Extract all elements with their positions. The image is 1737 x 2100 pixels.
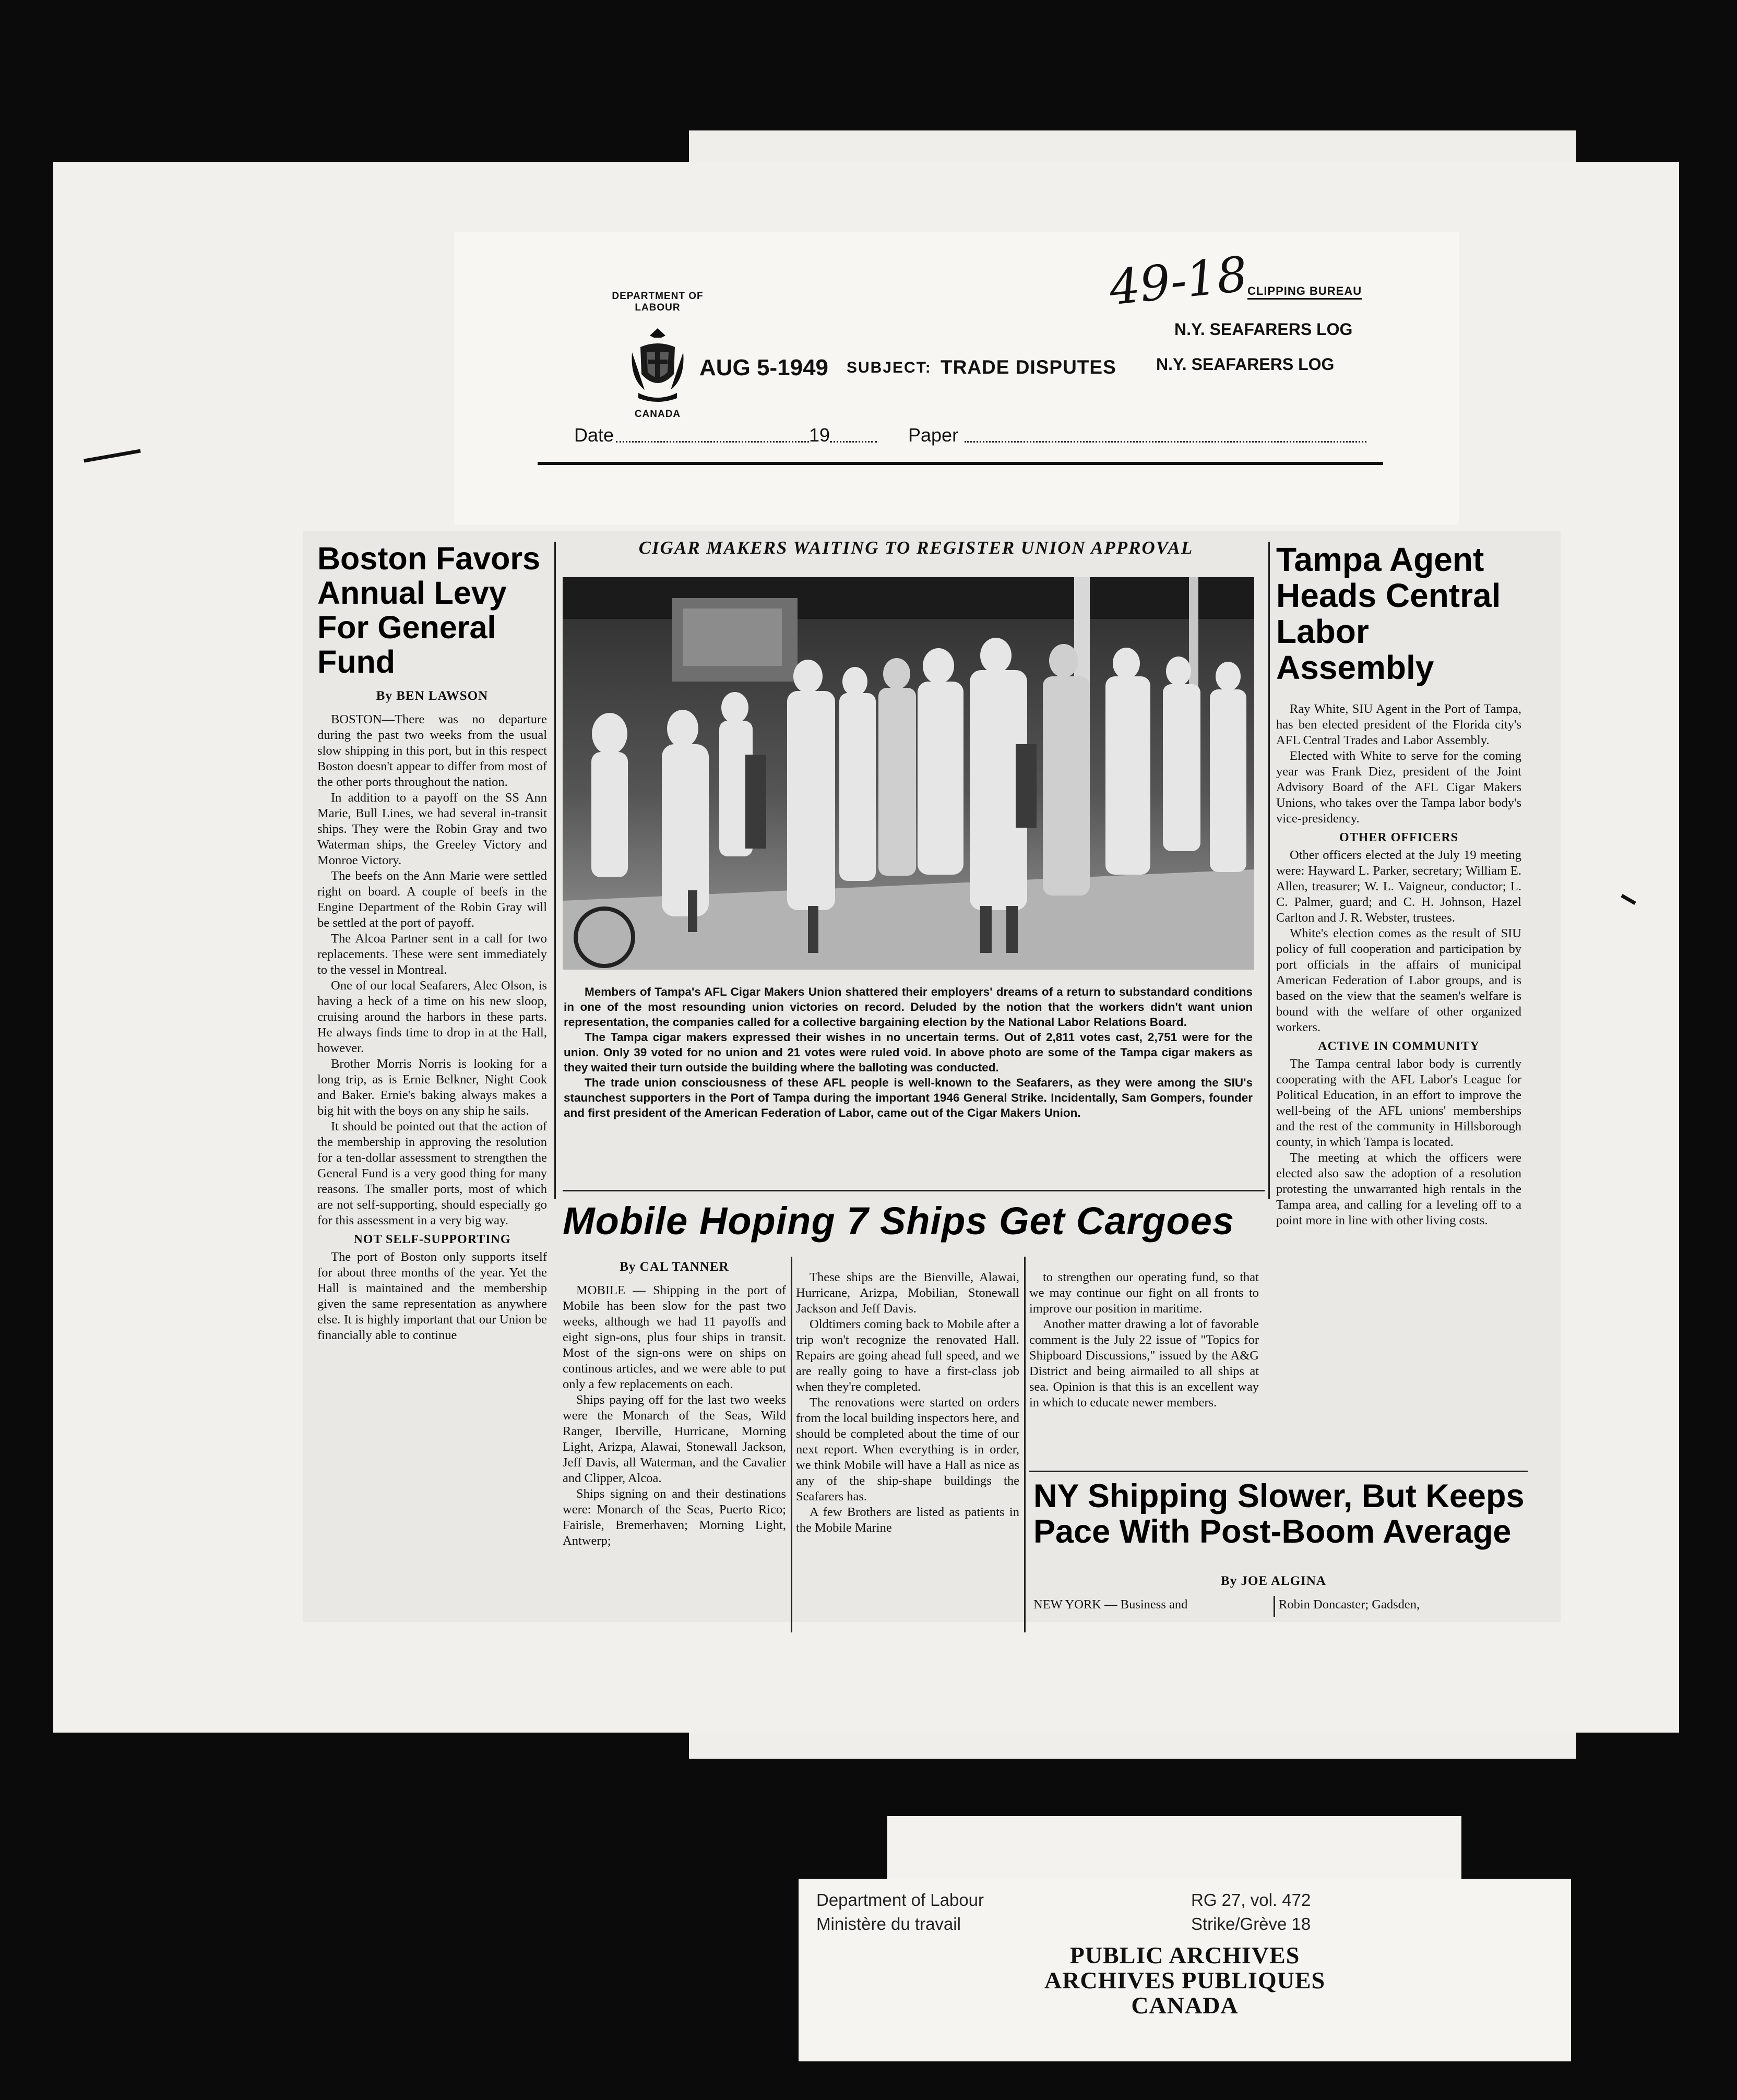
tampa-body [1276,701,1521,1228]
caption-paragraph: Members of Tampa's AFL Cigar Makers Union shattered their employers' dreams of a return to substandard conditions in one of the most resounding union victories on record. Deluded by the notion that the workers didn't want union representation, the companies called for a collective bargaining election by the National Labor Relations Board. [564,985,1253,1029]
caption-paragraph: The Tampa cigar makers expressed their wishes in no uncertain terms. Out of 2,811 votes cast, 2,751 were for the union. Only 39 voted for no union and 21 votes were ruled void. In above photo are some of the Tampa cigar makers as they waited their turn outside the building where the balloting was conducted. [564,1031,1253,1074]
archive-department-fr: Ministère du travail [816,1914,961,1934]
department-label: DEPARTMENT OF LABOUR [612,291,704,313]
photo-caption [564,984,1253,1120]
newspaper-clipping [303,531,1561,1622]
mobile-paragraph: Ships paying off for the last two weeks were the Monarch of the Seas, Wild Ranger, Iberville, Hurricane, Morning Light, Arizpa, Alawai, Stonewall Jackson, Jeff Davis, all Waterman, and the Cavalier and Clipper, Alcoa. [563,1393,786,1485]
archive-series: Strike/Grève 18 [1191,1914,1311,1934]
section-rule [1029,1471,1528,1472]
paper-name-stamp: N.Y. SEAFARERS LOG [1174,320,1353,339]
public-archives-en: PUBLIC ARCHIVES [1069,1942,1300,1968]
year-dotted-line [830,441,877,443]
ny-byline: By JOE ALGINA [1221,1574,1326,1588]
slip-bottom-rule [538,462,1383,465]
mobile-paragraph: These ships are the Bienville, Alawai, Hurricane, Arizpa, Mobilian, Stonewall Jackson and Jeff Davis. [796,1270,1019,1316]
column-rule [791,1257,792,1632]
section-rule [563,1190,1265,1191]
mobile-column-3 [1029,1270,1259,1604]
cigar-makers-photo [563,577,1254,970]
subject-value: TRADE DISPUTES [941,356,1116,378]
boston-paragraph: In addition to a payoff on the SS Ann Marie, Bull Lines, we had several in-transit ships. They were the Robin Gray and two Waterman ships, the Greeley Victory and Monroe Victory. [317,790,547,867]
clipping-bureau-slip [454,232,1459,524]
photo-title: CIGAR MAKERS WAITING TO REGISTER UNION APPROVAL [638,538,1194,558]
public-archives-canada: CANADA [1131,1992,1239,2019]
column-rule [1268,542,1270,1199]
mobile-paragraph: Oldtimers coming back to Mobile after a trip won't recognize the renovated Hall. Repairs are going ahead full speed, and we are really going to have a first-class job when they're completed. [796,1317,1019,1394]
tampa-paragraph: The Tampa central labor body is currently cooperating with the AFL Labor's League for Political Education, in an effort to improve the well-being of the AFL unions' memberships and the rest of the community in Hillsborough county, in which Tampa is located. [1276,1057,1521,1150]
paper-field-label: Paper [908,424,959,446]
boston-body [317,712,547,1343]
mobile-paragraph: MOBILE — Shipping in the port of Mobile has been slow for the past two weeks, although we had 11 payoffs and eight sign-ons, plus four ships in transit. Most of the sign-ons were on ships on continous articles, and we were able to put only a few replacements on each. [563,1283,786,1391]
paper-name-stamp-overprint: N.Y. SEAFARERS LOG [1156,355,1335,374]
ny-column-2: Robin Doncaster; Gadsden, [1279,1597,1420,1612]
archive-department-en: Department of Labour [816,1890,984,1910]
column-rule [554,542,556,1199]
tampa-subhead: ACTIVE IN COMMUNITY [1318,1040,1480,1054]
ny-headline: NY Shipping Slower, But Keeps Pace With Post-Boom Average [1033,1478,1525,1550]
boston-byline: By BEN LAWSON [376,688,489,703]
tampa-headline: Tampa Agent Heads Central Labor Assembly [1276,542,1501,687]
boston-article [317,542,547,1593]
mobile-byline: By CAL TANNER [620,1260,729,1274]
mobile-column-2 [796,1270,1019,1635]
handwritten-file-number: 49-18 [1107,246,1251,316]
year-field-label: 19 [809,424,830,446]
boston-paragraph: The port of Boston only supports itself for about three months of the year. Yet the Hall is maintained and the membership given the same representation as anywhere else. It is highly important that our Union be financially able to continue [317,1249,547,1342]
paper-dotted-line [965,441,1366,443]
tampa-paragraph: Ray White, SIU Agent in the Port of Tampa, has ben elected president of the Florida city's AFL Central Trades and Labor Assembly. [1276,702,1521,748]
boston-headline: Boston Favors Annual Levy For General Fund [317,542,541,679]
mobile-paragraph: A few Brothers are listed as patients in the Mobile Marine [796,1505,1019,1535]
mobile-paragraph: Another matter drawing a lot of favorable comment is the July 22 issue of "Topics for Shipboard Discussions," issued by the A&G District and being airmailed to all ships at sea. Opinion is that this is an excellent way in which to educate newer members. [1029,1317,1259,1410]
boston-paragraph: BOSTON—There was no departure during the past two weeks from the usual slow shipping in this port, but in this respect Boston doesn't appear to differ from most of the other ports throughout the nation. [317,712,547,789]
coat-of-arms-icon [629,326,686,404]
date-field-label: Date [574,424,614,446]
clipping-bureau-label: CLIPPING BUREAU [1247,284,1362,300]
boston-paragraph: One of our local Seafarers, Alec Olson, is having a heck of a time on his new sloop, cruising around the harbors in these parts. He always finds time to drop in at the Hall, however. [317,978,547,1055]
public-archives-fr: ARCHIVES PUBLIQUES [1044,1967,1326,1994]
boston-paragraph: The Alcoa Partner sent in a call for two replacements. These were sent immediately to the vessel in Montreal. [317,931,547,977]
date-stamp: AUG 5-1949 [699,355,829,380]
tampa-paragraph: Other officers elected at the July 19 meeting were: Hayward L. Parker, secretary; William E. Allen, treasurer; W. L. Vaigneur, conductor; L. C. Palmer, guard; and C. H. Johnson, Hazel Carlton and J. R. Webster, trustees. [1276,848,1521,925]
mobile-paragraph: The renovations were started on orders from the local building inspectors here, and should be completed about the time of our next report. When everything is in order, we think Mobile will have a Hall as nice as any of the ship-shape buildings the Seafarers has. [796,1395,1019,1504]
boston-paragraph: Brother Morris Norris is looking for a long trip, as is Ernie Belkner, Night Cook and Baker. Ernie's baking always makes a big hit with the boys on any ship he sails. [317,1056,547,1118]
tampa-paragraph: White's election comes as the result of SIU policy of full cooperation and participation by port officials in the affairs of municipal American Federation of Labor groups, and is based on the view that the seamen's welfare is bound with the welfare of other organized workers. [1276,926,1521,1035]
tampa-subhead: OTHER OFFICERS [1339,831,1459,845]
mobile-paragraph: to strengthen our operating fund, so that we may continue our fight on all fronts to improve our position in maritime. [1029,1270,1259,1316]
tampa-paragraph: The meeting at which the officers were elected also saw the adoption of a resolution protesting the unwarranted high rentals in the Tampa area, and calling for a leveling off to a point more in line with other living costs. [1276,1151,1521,1228]
archive-label [799,1879,1571,2061]
date-dotted-line [616,441,809,443]
tampa-paragraph: Elected with White to serve for the coming year was Frank Diez, president of the Joint Advisory Board of the AFL Cigar Makers Unions, who takes over the Tampa labor body's vice-presidency. [1276,749,1521,826]
column-rule [1274,1596,1275,1617]
boston-subhead: NOT SELF-SUPPORTING [353,1232,511,1246]
ny-column-1: NEW YORK — Business and [1033,1597,1188,1612]
archive-reference: RG 27, vol. 472 [1191,1890,1311,1910]
tampa-article [1276,542,1521,1492]
subject-label: SUBJECT: [847,359,932,376]
mobile-headline: Mobile Hoping 7 Ships Get Cargoes [563,1199,1235,1243]
boston-paragraph: It should be pointed out that the action of the membership in approving the resolution for a ten-dollar assessment to strengthen the General Fund is a very good thing for many reasons. The smaller ports, most of which are not self-supporting, should especially go for this assessment in a very big way. [317,1119,547,1227]
caption-paragraph: The trade union consciousness of these AFL people is well-known to the Seafarers, as they were among the SIU's staunchest supporters in the Port of Tampa during the important 1946 General Strike. Incidentally, Sam Gompers, founder and first president of the American Federation of Labor, came out of the Cigar Makers Union. [564,1076,1253,1119]
mobile-paragraph: Ships signing on and their destinations were: Monarch of the Seas, Puerto Rico; Fairisle, Bremerhaven; Morning Light, Antwerp; [563,1487,786,1548]
boston-paragraph: The beefs on the Ann Marie were settled right on board. A couple of beefs in the Engine Department of the Robin Gray will be settled at the port of payoff. [317,868,547,930]
column-rule [1024,1257,1026,1632]
mobile-column-1 [563,1250,786,1610]
canada-label: CANADA [634,409,681,420]
